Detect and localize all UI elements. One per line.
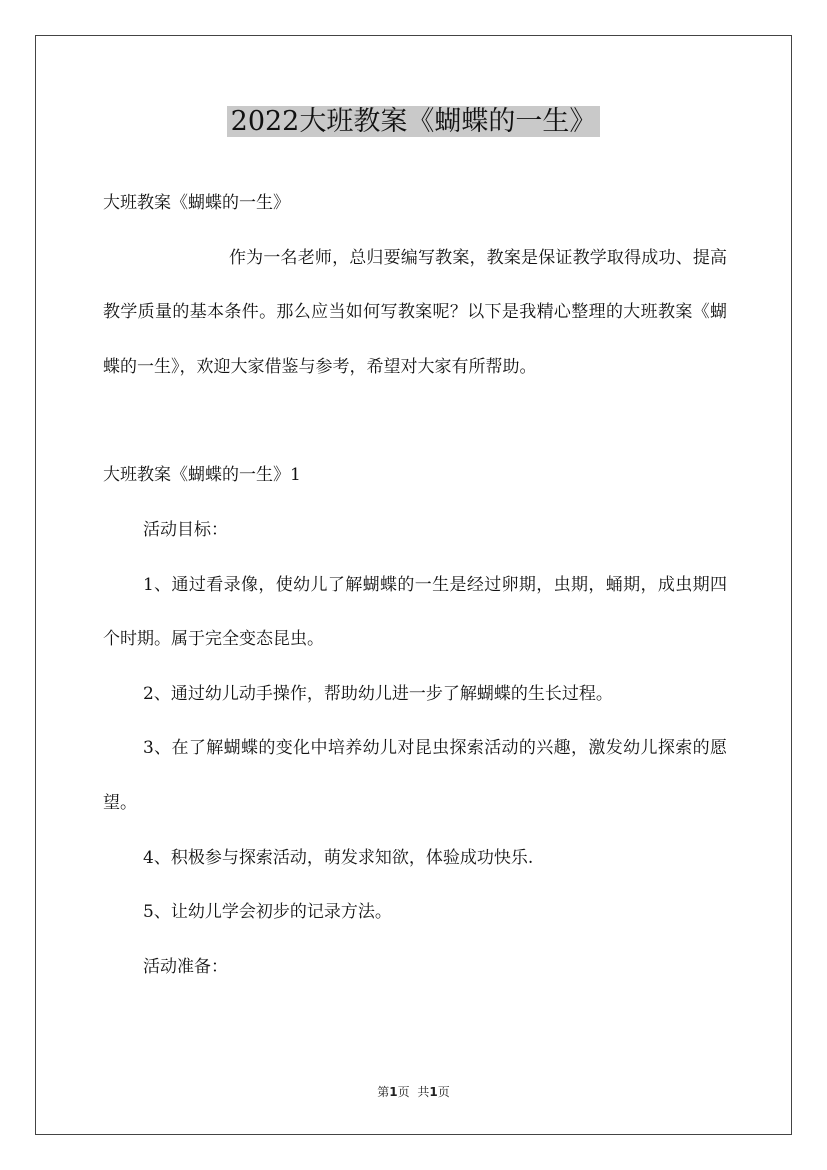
goal-item-3: 3、在了解蝴蝶的变化中培养幼儿对昆虫探索活动的兴趣，激发幼儿探索的愿望。: [103, 738, 727, 813]
document-title-text: 2022大班教案《蝴蝶的一生》: [227, 106, 601, 137]
page-footer: [0, 1083, 827, 1100]
total-suffix: 页: [437, 1085, 450, 1099]
total-prefix: 共: [417, 1085, 430, 1099]
document-title: [0, 103, 827, 141]
subtitle: 大班教案《蝴蝶的一生》: [103, 193, 290, 213]
page-number: 1: [389, 1085, 398, 1099]
page-suffix: 页: [397, 1085, 410, 1099]
total-number: 1: [429, 1085, 438, 1099]
page-prefix: 第: [377, 1085, 390, 1099]
goal-item-5: 5、让幼儿学会初步的记录方法。: [143, 902, 392, 923]
goals-label: 活动目标：: [143, 519, 228, 540]
section-heading: 大班教案《蝴蝶的一生》1: [103, 465, 301, 486]
prep-label: 活动准备：: [143, 956, 228, 977]
blank-line: [103, 394, 727, 448]
intro-paragraph: 作为一名老师，总归要编写教案，教案是保证教学取得成功、提高教学质量的基本条件。那么应当如何写教案呢？以下是我精心整理的大班教案《蝴蝶的一生》，欢迎大家借鉴与参考，希望对大家有所帮助。: [103, 247, 727, 377]
goal-item-2: 2、通过幼儿动手操作，帮助幼儿进一步了解蝴蝶的生长过程。: [143, 683, 613, 704]
document-body: [103, 176, 727, 994]
goal-item-1: 1、通过看录像，使幼儿了解蝴蝶的一生是经过卵期，虫期，蛹期，成虫期四个时期。属于完全变态昆虫。: [103, 574, 727, 650]
goal-item-4: 4、积极参与探索活动，萌发求知欲，体验成功快乐.: [143, 847, 534, 868]
